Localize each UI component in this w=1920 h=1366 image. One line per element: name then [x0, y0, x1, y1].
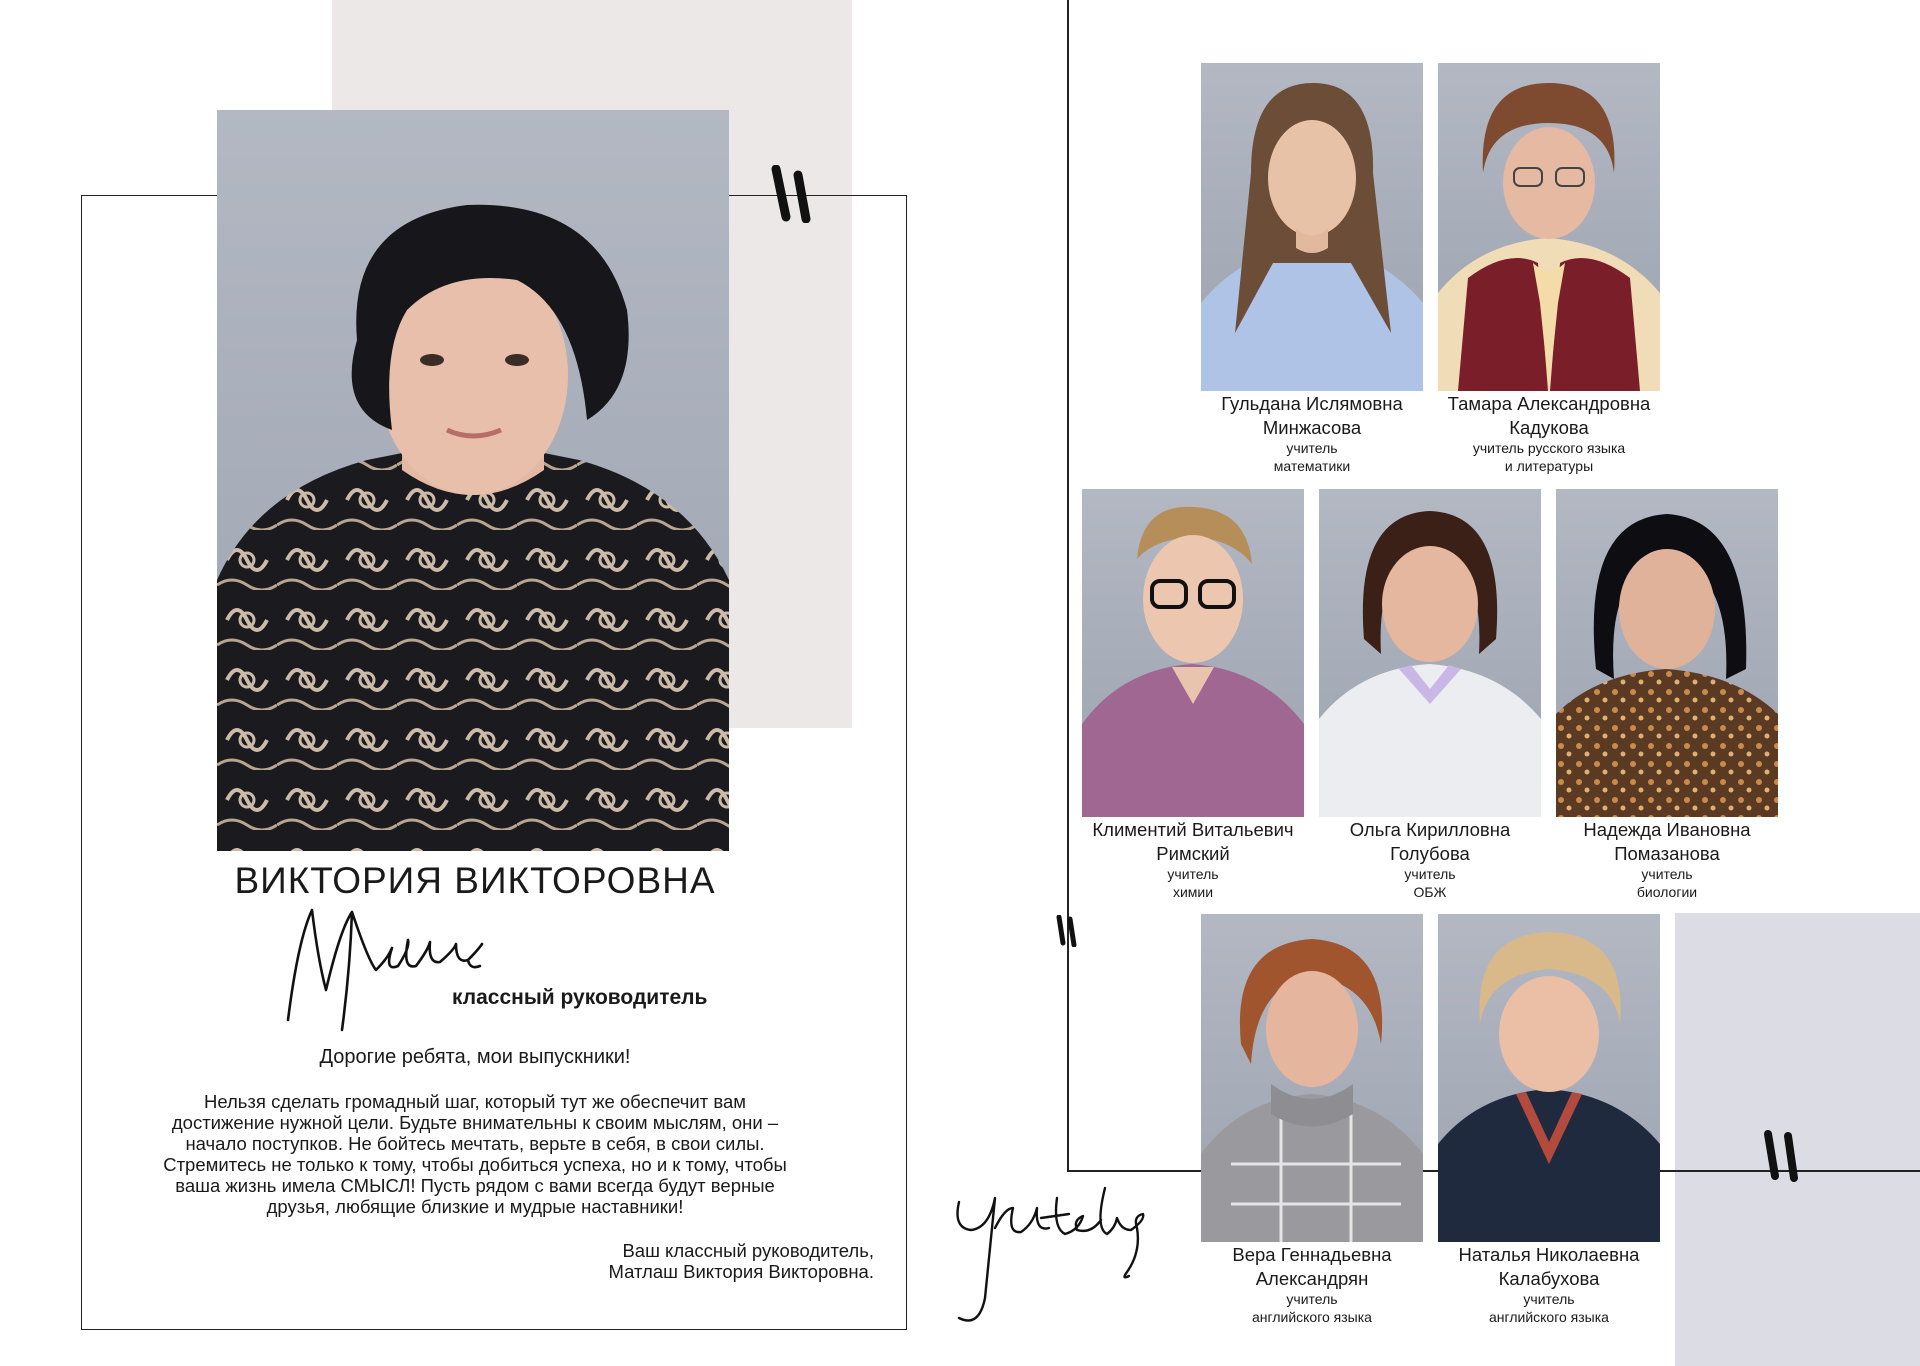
- letter-line: начало поступков. Не бойтесь мечтать, верьте в себя, в свои силы.: [185, 1133, 765, 1154]
- quote-mark-icon: [1055, 915, 1081, 947]
- teacher-name-last: Александрян: [1255, 1268, 1369, 1289]
- teacher-card: [1438, 63, 1660, 475]
- letter-line: ваша жизнь имела СМЫСЛ! Пусть рядом с вами всегда будут верные: [175, 1175, 775, 1196]
- teacher-subject: математики: [1273, 458, 1351, 474]
- teachers-section-title-logo: [945, 1168, 1195, 1336]
- teacher-subject: учитель: [1404, 866, 1456, 882]
- teacher-photo: [1438, 914, 1660, 1242]
- teacher-name-first: Надежда Ивановна: [1583, 819, 1751, 840]
- teacher-card: [1201, 914, 1423, 1326]
- teacher-name-last: Голубова: [1390, 843, 1470, 864]
- teacher-subject: учитель: [1641, 866, 1693, 882]
- surname-signature-logo: [280, 900, 500, 1040]
- teacher-photo: [1319, 489, 1541, 817]
- teacher-subject: химии: [1172, 884, 1214, 900]
- letter-line: друзья, любящие близкие и мудрые наставники!: [266, 1196, 684, 1217]
- teacher-photo: [1201, 63, 1423, 391]
- letter-line: Нельзя сделать громадный шаг, который тут же обеспечит вам: [203, 1091, 747, 1112]
- class-teacher-role: классный руководитель: [452, 986, 708, 1009]
- teacher-name-first: Тамара Александровна: [1447, 393, 1651, 414]
- teacher-name-first: Гульдана Ислямовна: [1221, 393, 1403, 414]
- teacher-name-last: Калабухова: [1498, 1268, 1600, 1289]
- quote-mark-icon: [1762, 1130, 1806, 1182]
- quote-mark-icon: [770, 165, 818, 223]
- teacher-name-first: Климентий Витальевич: [1092, 819, 1294, 840]
- teacher-subject: учитель: [1286, 440, 1338, 456]
- teacher-name-first: Наталья Николаевна: [1458, 1244, 1640, 1265]
- teacher-name-first: Вера Геннадьевна: [1232, 1244, 1392, 1265]
- teacher-card: [1319, 489, 1541, 901]
- teacher-subject: ОБЖ: [1413, 884, 1447, 900]
- teacher-subject: учитель: [1523, 1291, 1575, 1307]
- teacher-name-last: Кадукова: [1509, 417, 1589, 438]
- teacher-name-first: Ольга Кирилловна: [1349, 819, 1511, 840]
- teacher-photo: [1556, 489, 1778, 817]
- class-teacher-portrait: [217, 110, 729, 851]
- teacher-subject: учитель русского языка: [1472, 440, 1626, 456]
- teacher-name-last: Римский: [1156, 843, 1230, 864]
- teacher-subject: и литературы: [1504, 458, 1594, 474]
- teacher-subject: английского языка: [1489, 1309, 1609, 1325]
- teacher-name-last: Минжасова: [1262, 417, 1362, 438]
- teacher-card: [1082, 489, 1304, 901]
- teacher-card: [1556, 489, 1778, 901]
- teacher-photo: [1438, 63, 1660, 391]
- teacher-card: [1201, 63, 1423, 475]
- letter-signoff: [380, 1240, 874, 1282]
- teacher-card: [1438, 914, 1660, 1326]
- letter-line: достижение нужной цели. Будьте внимательны к своим мыслям, они –: [171, 1112, 779, 1133]
- letter-greeting: Дорогие ребята, мои выпускники!: [319, 1046, 631, 1068]
- letter-body: [140, 1091, 810, 1217]
- teacher-name-last: Помазанова: [1614, 843, 1720, 864]
- teacher-subject: английского языка: [1252, 1309, 1372, 1325]
- teacher-photo: [1082, 489, 1304, 817]
- teacher-subject: учитель: [1286, 1291, 1338, 1307]
- teacher-photo: [1201, 914, 1423, 1242]
- class-teacher-first-names: ВИКТОРИЯ ВИКТОРОВНА: [234, 860, 716, 901]
- letter-line: Стремитесь не только к тому, чтобы добиться успеха, но и к тому, чтобы: [163, 1154, 787, 1175]
- signoff-line: Ваш классный руководитель,: [622, 1240, 874, 1261]
- signoff-line: Матлаш Виктория Викторовна.: [608, 1261, 874, 1282]
- teacher-subject: учитель: [1167, 866, 1219, 882]
- teacher-subject: биологии: [1636, 884, 1698, 900]
